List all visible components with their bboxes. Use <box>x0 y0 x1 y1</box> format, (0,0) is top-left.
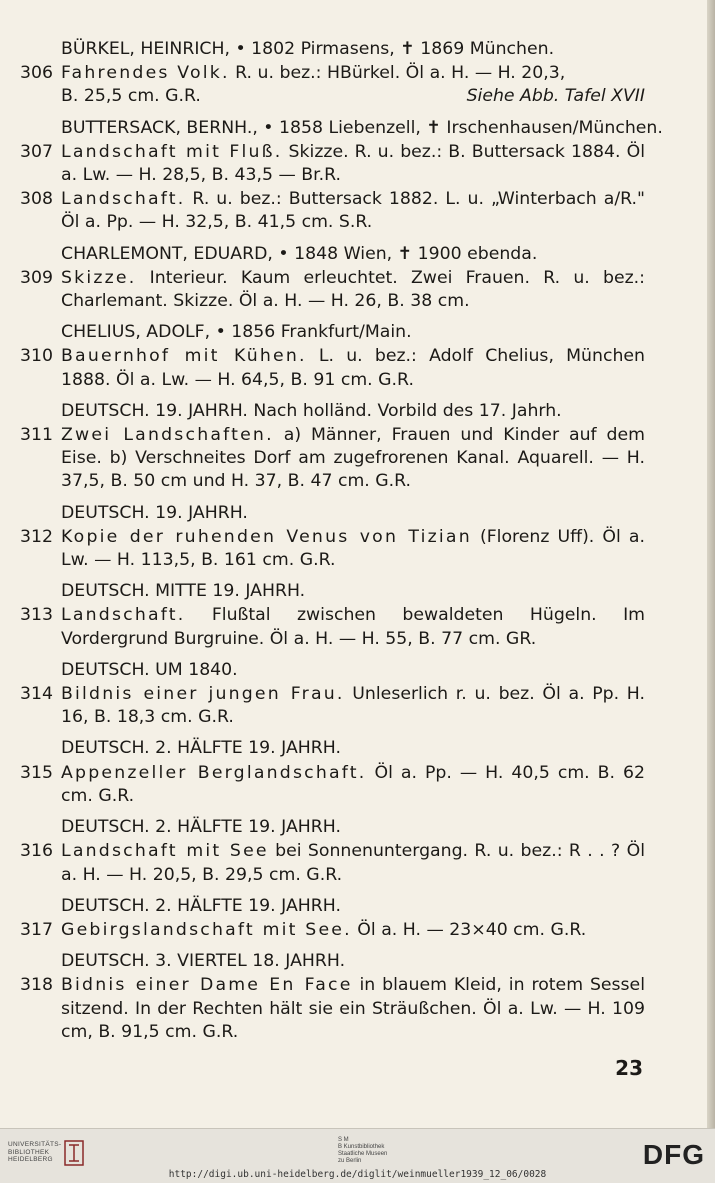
entry-number: 307 <box>20 141 53 162</box>
university-library-label <box>8 1141 61 1164</box>
viewer-footer <box>0 1128 715 1183</box>
entry-title: Bildnis einer jungen Frau. <box>61 684 345 705</box>
entry-text <box>61 604 645 650</box>
entry-number: 316 <box>20 841 53 862</box>
entry-description: bei Sonnenuntergang. R. u. bez.: R . . ? Öl a. H. — H. 20,5, B. 29,5 cm. G.R. <box>61 841 645 885</box>
university-logo-icon <box>64 1139 84 1167</box>
entry-description: Öl a. H. — 23×40 cm. G.R. <box>351 919 587 940</box>
entry-number: 306 <box>20 63 53 84</box>
entry-description: Flußtal zwischen bewaldeten Hügeln. Im Vordergrund Burgruine. Öl a. H. — H. 55, B. 77 cm. GR. <box>61 605 645 649</box>
entry-description: R. u. bez.: HBürkel. Öl a. H. — H. 20,3, <box>229 63 566 84</box>
entry-text <box>61 188 645 234</box>
uni-line3: HEIDELBERG <box>8 1156 53 1163</box>
entry-text <box>61 424 645 494</box>
entry-number: 309 <box>20 267 53 288</box>
museum-label <box>338 1137 387 1165</box>
entry-text <box>61 683 645 729</box>
sm-line4: zu Berlin <box>338 1158 362 1164</box>
catalog-entry <box>20 526 645 572</box>
artist-heading: CHARLEMONT, EDUARD, • 1848 Wien, ✝ 1900 ebenda. <box>61 243 538 264</box>
sm-line2: B Kunstbibliothek <box>338 1144 385 1150</box>
entry-description: Öl a. Pp. — H. 40,5 cm. B. 62 cm. G.R. <box>61 762 646 806</box>
sm-line1: S M <box>338 1137 349 1143</box>
entry-text <box>61 62 645 108</box>
artist-heading: DEUTSCH. MITTE 19. JAHRH. <box>61 581 306 602</box>
entry-number: 314 <box>20 684 53 705</box>
entry-title: Landschaft. <box>61 189 186 210</box>
artist-heading: DEUTSCH. 2. HÄLFTE 19. JAHRH. <box>61 738 341 759</box>
entry-description: in blauem Kleid, in rotem Sessel sitzend. In der Rechten hält sie ein Sträußchen. Öl a. Lw. — H. 109 cm, B. 91,5 cm. G.R. <box>61 975 645 1042</box>
entry-title: Fahrendes Volk. <box>61 63 230 84</box>
entry-description: (Florenz Uff). Öl a. Lw. — H. 113,5, B. 161 cm. G.R. <box>61 526 645 571</box>
entry-title: Appenzeller Berglandschaft. <box>61 762 367 783</box>
entry-number: 308 <box>20 189 53 210</box>
artist-heading: DEUTSCH. 2. HÄLFTE 19. JAHRH. <box>61 817 341 838</box>
entry-title: Gebirgslandschaft mit See. <box>61 919 352 940</box>
entry-number: 317 <box>20 919 53 940</box>
artist-heading: CHELIUS, ADOLF, • 1856 Frankfurt/Main. <box>61 322 412 343</box>
entry-text <box>61 840 645 886</box>
entry-text <box>61 345 645 391</box>
entry-title: Kopie der ruhenden Venus von Tizian <box>61 526 472 547</box>
catalog-entry <box>20 840 645 886</box>
entry-text <box>61 267 645 313</box>
entry-dimensions: B. 25,5 cm. G.R. <box>61 86 201 107</box>
entry-title: Bauernhof mit Kühen. <box>61 346 307 367</box>
catalog-entries <box>20 38 663 1044</box>
entry-number: 318 <box>20 975 53 996</box>
entry-title: Skizze. <box>61 267 137 288</box>
catalog-entry <box>20 345 645 391</box>
entry-title: Bidnis einer Dame En Face <box>61 975 353 996</box>
entry-number: 315 <box>20 762 53 783</box>
entry-title: Zwei Landschaften. <box>61 425 274 446</box>
artist-heading: DEUTSCH. 19. JAHRH. <box>61 502 248 523</box>
artist-heading: DEUTSCH. UM 1840. <box>61 659 238 680</box>
entry-title: Landschaft mit See <box>61 841 269 862</box>
entry-text <box>61 526 645 572</box>
page-edge <box>707 0 715 1128</box>
artist-heading: BUTTERSACK, BERNH., • 1858 Liebenzell, ✝ Irschenhausen/München. <box>61 117 663 138</box>
entry-text <box>61 919 645 942</box>
uni-line1: UNIVERSITÄTS- <box>8 1141 62 1148</box>
artist-heading: BÜRKEL, HEINRICH, • 1802 Pirmasens, ✝ 1869 München. <box>61 39 555 59</box>
entry-number: 310 <box>20 346 53 367</box>
entry-text <box>61 762 645 808</box>
catalog-entry <box>20 141 645 187</box>
entry-title: Landschaft mit Fluß. <box>61 141 283 162</box>
entry-number: 311 <box>20 425 53 446</box>
catalog-entry <box>20 604 645 650</box>
artist-heading: DEUTSCH. 19. JAHRH. Nach holländ. Vorbild des 17. Jahrh. <box>61 400 562 421</box>
catalog-entry <box>20 919 645 942</box>
catalog-entry <box>20 683 645 729</box>
uni-line2: BIBLIOTHEK <box>8 1148 50 1156</box>
artist-heading: DEUTSCH. 2. HÄLFTE 19. JAHRH. <box>61 895 341 916</box>
entry-title: Landschaft. <box>61 605 186 626</box>
entry-description: Interieur. Kaum erleuchtet. Zwei Frauen. R. u. bez.: Charlemant. Skizze. Öl a. H. — H. 26, B. 38 cm. <box>61 267 645 312</box>
entry-description: R. u. bez.: Buttersack 1882. L. u. „Winterbach a/R." Öl a. Pp. — H. 32,5, B. 41,5 cm. S.R. <box>61 189 645 233</box>
catalog-entry <box>20 974 645 1044</box>
artist-heading: DEUTSCH. 3. VIERTEL 18. JAHRH. <box>61 951 346 972</box>
permalink-url[interactable]: http://digi.ub.uni-heidelberg.de/diglit/weinmueller1939_12_06/0028 <box>168 1169 547 1180</box>
sm-line3: Staatliche Museen <box>338 1151 388 1157</box>
dfg-logo: DFG <box>642 1139 705 1170</box>
catalog-entry <box>20 762 645 808</box>
entry-description: Skizze. R. u. bez.: B. Buttersack 1884. Öl a. Lw. — H. 28,5, B. 43,5 — Br.R. <box>61 141 646 186</box>
entry-description: a) Männer, Frauen und Kinder auf dem Eise. b) Verschneites Dorf am zugefrorenen Kanal. Aquarell. — H. 37,5, B. 50 cm und H. 37, B. 47 cm. G.R. <box>61 425 645 492</box>
entry-number: 313 <box>20 605 53 626</box>
catalog-entry <box>20 267 645 313</box>
entry-number: 312 <box>20 526 53 547</box>
entry-text <box>61 974 645 1044</box>
page-number: 23 <box>615 1056 643 1080</box>
entry-description: Unleserlich r. u. bez. Öl a. Pp. H. 16, B. 18,3 cm. G.R. <box>61 684 645 728</box>
entry-description: L. u. bez.: Adolf Chelius, München 1888. Öl a. Lw. — H. 64,5, B. 91 cm. G.R. <box>61 346 645 390</box>
plate-reference: Siehe Abb. Tafel XVII <box>466 86 645 107</box>
catalog-entry <box>20 424 645 494</box>
entry-text <box>61 141 645 187</box>
catalog-entry <box>20 188 645 234</box>
catalog-entry <box>20 62 645 108</box>
entry-line2 <box>61 85 645 108</box>
